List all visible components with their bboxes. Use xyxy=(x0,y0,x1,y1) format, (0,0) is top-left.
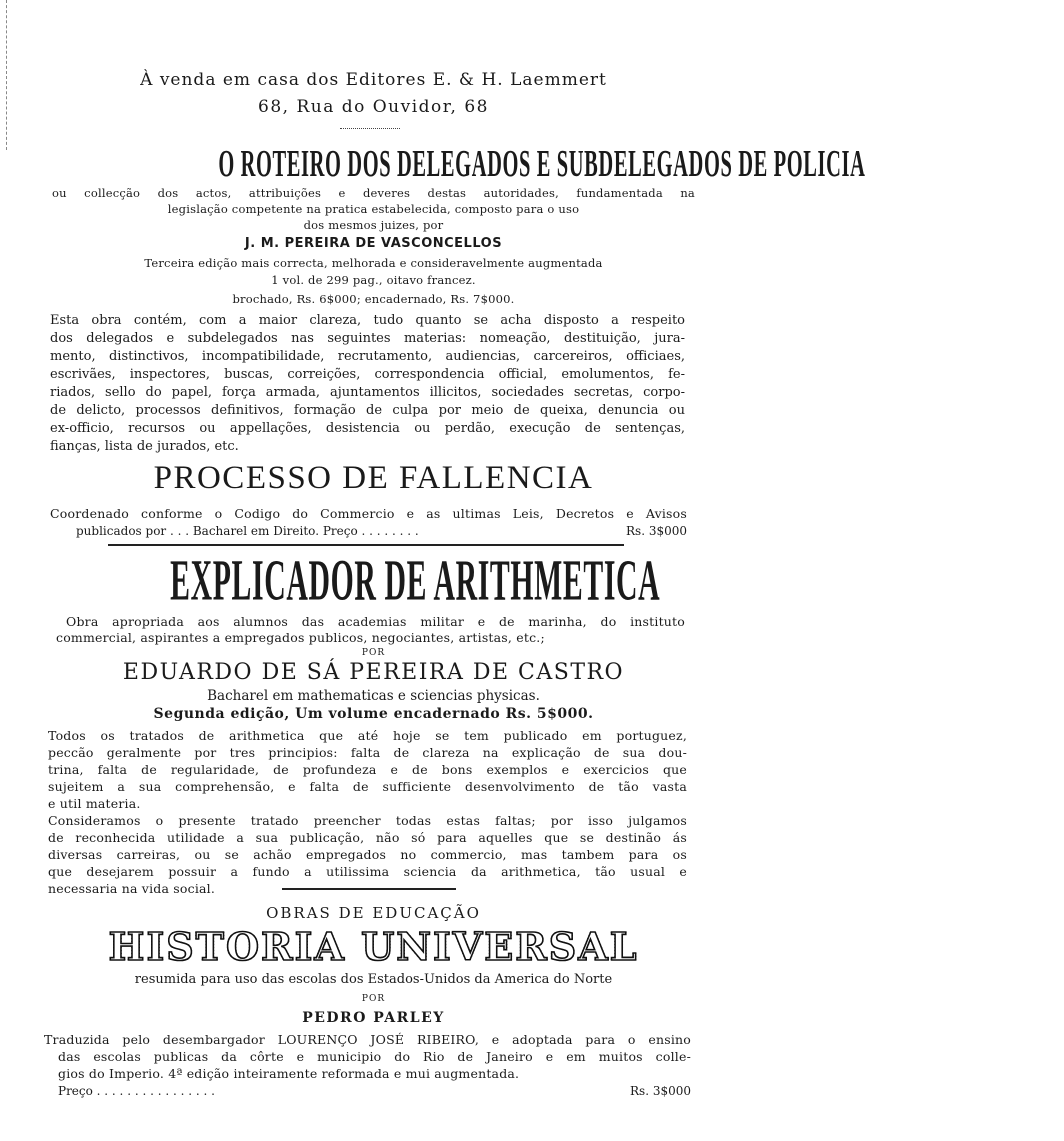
arithmetica-body-10: necessaria na vida social. xyxy=(48,881,216,896)
roteiro-desc-1: ou collecção dos actos, attribuições e deveres destas autoridades, fundamentada na xyxy=(52,186,695,200)
arithmetica-por: POR xyxy=(361,648,386,658)
arithmetica-body-5: e util materia. xyxy=(48,796,141,811)
arithmetica-edition: Segunda edição, Um volume encadernado Rs. 5$000. xyxy=(153,706,594,722)
arithmetica-title-wrap xyxy=(20,547,727,613)
publisher-address: 68, Rua do Ouvidor, 68 xyxy=(258,97,489,117)
fallencia-price-row xyxy=(76,524,687,538)
arithmetica-body-9: que desejarem possuir a fundo a utilissima sciencia da arithmetica, tão usual e xyxy=(48,864,687,879)
roteiro-edition: Terceira edição mais correcta, melhorada e consideravelmente augmentada xyxy=(144,256,603,270)
roteiro-body-3: mento, distinctivos, incompatibilidade, recrutamento, audiencias, carcereiros, officiaes, xyxy=(50,349,685,364)
arithmetica-desc-2: commercial, aspirantes a empregados publicos, negociantes, artistas, etc.; xyxy=(56,630,545,645)
roteiro-desc-2: legislação competente na pratica estabelecida, composto para o uso xyxy=(167,202,580,216)
historia-body-3: gios do Imperio. 4ª edição inteiramente reformada e mui augmentada. xyxy=(58,1066,520,1081)
historia-title: HISTORIA UNIVERSAL xyxy=(108,924,639,969)
fallencia-price: Rs. 3$000 xyxy=(626,524,687,538)
roteiro-title: O ROTEIRO DOS DELEGADOS E SUBDELEGADOS DE POLICIA xyxy=(218,144,866,186)
arithmetica-body-6: Consideramos o presente tratado preencher todas estas faltas; por isso julgamos xyxy=(48,813,687,828)
roteiro-body-4: escrivães, inspectores, buscas, correições, correspondencia official, emolumentos, fe- xyxy=(50,367,685,382)
divider xyxy=(108,544,624,546)
historia-body-2: das escolas publicas da côrte e municipio do Rio de Janeiro e em muitos colle- xyxy=(58,1049,691,1064)
ornament-dots xyxy=(340,128,400,129)
arithmetica-body-2: peccão geralmente por tres principios: falta de clareza na explicação de sua dou- xyxy=(48,745,687,760)
fallencia-line-2: publicados por . . . Bacharel em Direito. Preço . . . . . . . . xyxy=(76,524,419,538)
historia-price-row xyxy=(58,1084,691,1098)
divider xyxy=(282,888,456,890)
roteiro-body-6: de delicto, processos definitivos, formação de culpa por meio de queixa, denuncia ou xyxy=(50,403,685,418)
historia-preco: Preço . . . . . . . . . . . . . . . . xyxy=(58,1084,215,1098)
fallencia-line-1: Coordenado conforme o Codigo do Commercio e as ultimas Leis, Decretos e Avisos xyxy=(50,506,687,521)
roteiro-body-5: riados, sello do papel, força armada, ajuntamentos illicitos, sociedades secretas, corpo- xyxy=(50,385,685,400)
roteiro-body-1: Esta obra contém, com a maior clareza, tudo quanto se acha disposto a respeito xyxy=(50,313,685,328)
arithmetica-title: EXPLICADOR DE ARITHMETICA xyxy=(170,548,661,613)
arithmetica-body-3: trina, falta de regularidade, de profundeza e de bons exemplos e exercicios que xyxy=(48,762,687,777)
arithmetica-desc-1: Obra apropriada aos alumnos das academias militar e de marinha, do instituto xyxy=(66,614,685,629)
arithmetica-body-8: diversas carreiras, ou se achão empregados no commercio, mas tambem para os xyxy=(48,847,687,862)
historia-subtitle: resumida para uso das escolas dos Estados-Unidos da America do Norte xyxy=(134,972,613,987)
historia-body-1: Traduzida pelo desembargador LOURENÇO JOSÉ RIBEIRO, e adoptada para o ensino xyxy=(44,1032,691,1047)
historia-title-wrap xyxy=(40,924,707,970)
arithmetica-body-1: Todos os tratados de arithmetica que até hoje se tem publicado em portuguez, xyxy=(48,728,687,743)
roteiro-desc-3: dos mesmos juizes, por xyxy=(303,218,444,232)
historia-por: POR xyxy=(361,994,386,1004)
publisher-line: À venda em casa dos Editores E. & H. Laemmert xyxy=(140,70,607,90)
margin-rule xyxy=(6,0,8,150)
historia-author: PEDRO PARLEY xyxy=(302,1010,445,1026)
roteiro-title-wrap xyxy=(20,144,866,186)
historia-price: Rs. 3$000 xyxy=(630,1084,691,1098)
fallencia-title-wrap xyxy=(40,460,707,500)
historia-section: OBRAS DE EDUCAÇÃO xyxy=(266,904,481,922)
arithmetica-body-7: de reconhecida utilidade a sua publicação, não só para aquelles que se destinão ás xyxy=(48,830,687,845)
arithmetica-body-4: sujeitem a sua comprehensão, e falta de sufficiente desenvolvimento de tão vasta xyxy=(48,779,687,794)
roteiro-body-7: ex-officio, recursos ou appellações, desistencia ou perdão, execução de sentenças, xyxy=(50,421,685,436)
roteiro-prices: brochado, Rs. 6$000; encadernado, Rs. 7$000. xyxy=(232,292,515,306)
arithmetica-author: EDUARDO DE SÁ PEREIRA DE CASTRO xyxy=(122,660,625,685)
arithmetica-credentials: Bacharel em mathematicas e sciencias physicas. xyxy=(207,688,540,704)
roteiro-body-8: fianças, lista de jurados, etc. xyxy=(50,439,239,454)
roteiro-author: J. M. PEREIRA DE VASCONCELLOS xyxy=(244,236,503,251)
fallencia-title: PROCESSO DE FALLENCIA xyxy=(153,460,594,496)
roteiro-body-2: dos delegados e subdelegados nas seguintes materias: nomeação, destituição, jura- xyxy=(50,331,685,346)
roteiro-volume: 1 vol. de 299 pag., oitavo francez. xyxy=(271,273,476,287)
